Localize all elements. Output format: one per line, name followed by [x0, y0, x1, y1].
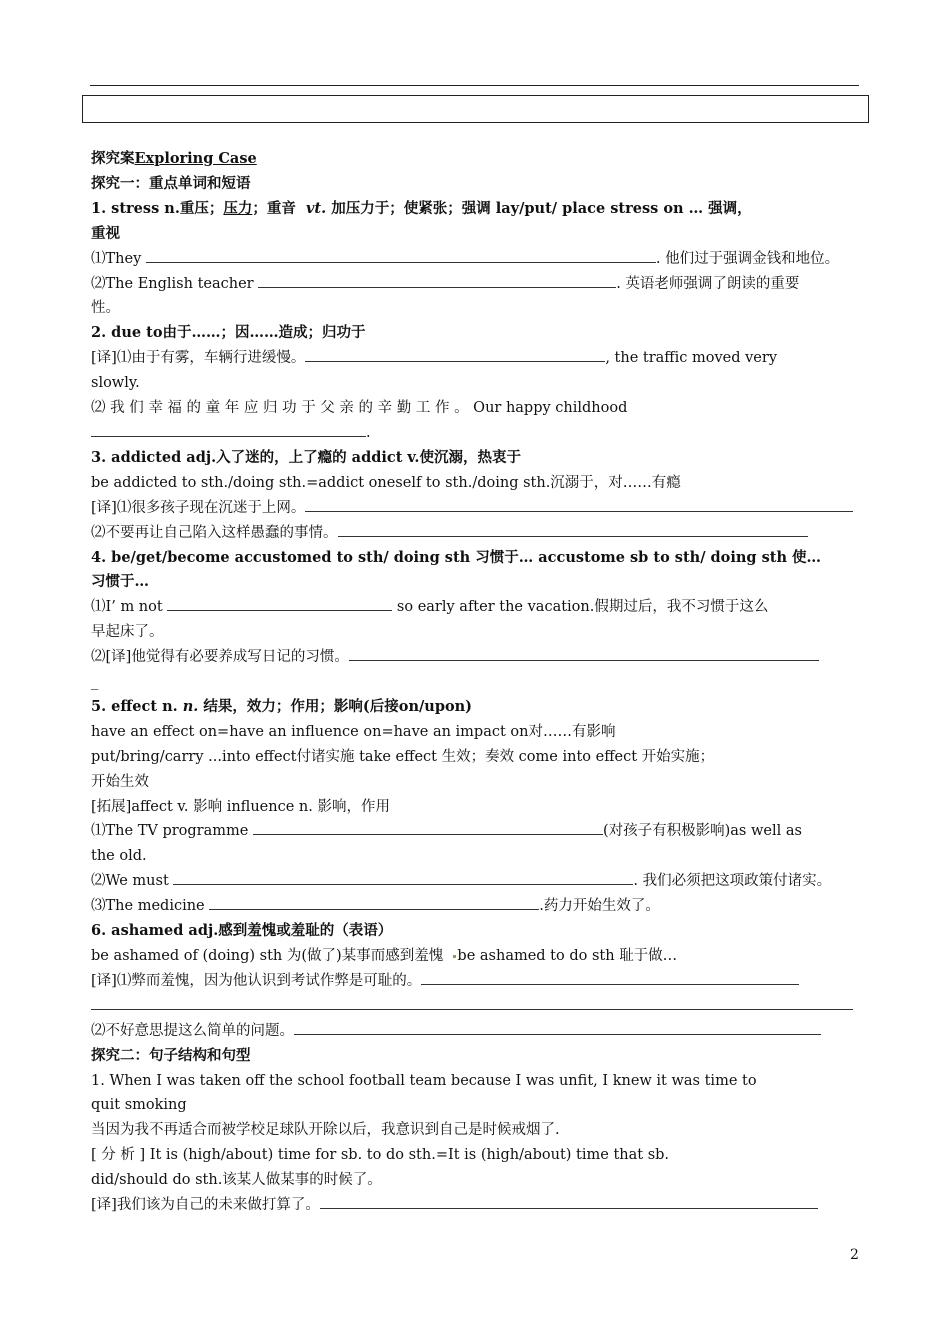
item5-heading: 5. effect n. n. 结果，效力；作用；影响(后接on/upon): [91, 697, 473, 715]
item5-question1-cont: the old.: [91, 848, 147, 865]
answer-blank[interactable]: [146, 248, 656, 263]
item5-usage1: have an effect on=have an influence on=have an impact on对……有影响: [91, 723, 616, 740]
item6-question1-cont: [91, 994, 860, 1019]
item3-question2: ⑵不要再让自己陷入这样愚蠢的事情。: [91, 521, 860, 546]
item5-extension: [拓展]affect v. 影响 influence n. 影响，作用: [91, 798, 390, 815]
item6-question1: [译]⑴弊而羞愧，因为他认识到考试作弊是可耻的。: [91, 969, 860, 994]
answer-blank[interactable]: [91, 995, 853, 1010]
item4-question1: ⑴I’ m not so early after the vacation.假期过后，我不习惯于这么: [91, 595, 860, 620]
answer-blank[interactable]: [91, 422, 366, 437]
section-title: 探究案Exploring Case: [91, 150, 257, 167]
answer-blank[interactable]: [258, 273, 616, 288]
item3-question1: [译]⑴很多孩子现在沉迷于上网。: [91, 496, 860, 521]
answer-blank[interactable]: [305, 347, 605, 362]
answer-blank[interactable]: [421, 970, 799, 985]
item5-question1: ⑴The TV programme (对孩子有积极影响)as well as: [91, 819, 860, 844]
answer-blank[interactable]: [294, 1020, 821, 1035]
item3-heading: 3. addicted adj.入了迷的，上了瘾的 addict v.使沉溺，热衷于: [91, 448, 521, 466]
item2-question2-cont: .: [91, 421, 860, 446]
item2-question1-cont: slowly.: [91, 375, 140, 392]
item4-question2: ⑵[译]他觉得有必要养成写日记的习惯。: [91, 645, 860, 670]
part2-analysis: [ 分 析 ] It is (high/about) time for sb. to do sth.=It is (high/about) time that sb.: [91, 1147, 670, 1164]
worksheet-body: [91, 147, 860, 1218]
item4-heading-cont: 习惯于…: [91, 573, 149, 591]
answer-blank[interactable]: [209, 895, 539, 910]
item6-heading: 6. ashamed adj.感到羞愧或羞耻的（表语）: [91, 922, 393, 940]
item1-heading: 1. stress n.重压；压力；重音 vt. 加压力于；使紧张；强调 lay/put/ place stress on … 强调，: [91, 199, 752, 217]
answer-blank[interactable]: [338, 522, 808, 537]
answer-blank[interactable]: [305, 497, 853, 512]
item6-question2: ⑵不好意思提这么简单的问题。: [91, 1019, 860, 1044]
item4-question2-cont: _: [91, 674, 99, 691]
page-number: 2: [850, 1247, 859, 1263]
item1-question1: ⑴They . 他们过于强调金钱和地位。: [91, 247, 860, 272]
part2-question1: [译]我们该为自己的未来做打算了。: [91, 1193, 860, 1218]
item1-question2-cont: 性。: [91, 300, 120, 317]
item2-question1: [译]⑴由于有雾，车辆行进缓慢。 , the traffic moved very: [91, 346, 860, 371]
part2-sentence1-cont: quit smoking: [91, 1097, 187, 1114]
part2-sentence1-translation: 当因为我不再适合而被学校足球队开除以后，我意识到自己是时候戒烟了.: [91, 1122, 560, 1139]
stray-mark: [453, 955, 456, 958]
item5-question2: ⑵We must . 我们必须把这项政策付诸实。: [91, 869, 860, 894]
item2-heading: 2. due to由于……；因……造成；归功于: [91, 324, 366, 342]
part2-analysis-cont: did/should do sth.该某人做某事的时候了。: [91, 1172, 382, 1189]
item6-usage: be ashamed of (doing) sth 为(做了)某事而感到羞愧 be ashamed to do sth 耻于做…: [91, 948, 678, 964]
item5-question3: ⑶The medicine .药力开始生效了。: [91, 894, 860, 919]
item3-usage: be addicted to sth./doing sth.=addict oneself to sth./doing sth.沉溺于，对……有瘾: [91, 474, 681, 491]
answer-blank[interactable]: [349, 646, 819, 661]
item5-usage2: put/bring/carry ...into effect付诸实施 take effect 生效；奏效 come into effect 开始实施；: [91, 748, 715, 765]
part1-title: 探究一：重点单词和短语: [91, 174, 251, 192]
answer-blank[interactable]: [167, 596, 392, 611]
answer-blank[interactable]: [320, 1194, 818, 1209]
item4-heading: 4. be/get/become accustomed to sth/ doing sth 习惯于… accustome sb to sth/ doing sth 使…: [91, 548, 822, 566]
item1-question2: ⑵The English teacher . 英语老师强调了朗读的重要: [91, 272, 860, 297]
item5-usage2-cont: 开始生效: [91, 773, 149, 790]
part2-title: 探究二：句子结构和句型: [91, 1046, 251, 1064]
header-box: [82, 95, 869, 123]
item4-question1-cont: 早起床了。: [91, 624, 164, 641]
part2-sentence1: 1. When I was taken off the school football team because I was unfit, I knew it was time to: [91, 1072, 757, 1089]
answer-blank[interactable]: [173, 870, 633, 885]
item1-heading-cont: 重视: [91, 224, 120, 242]
answer-blank[interactable]: [253, 820, 603, 835]
header-rule: [90, 85, 859, 86]
item2-question2: ⑵ 我 们 幸 福 的 童 年 应 归 功 于 父 亲 的 辛 勤 工 作 。 Our happy childhood: [91, 400, 628, 417]
